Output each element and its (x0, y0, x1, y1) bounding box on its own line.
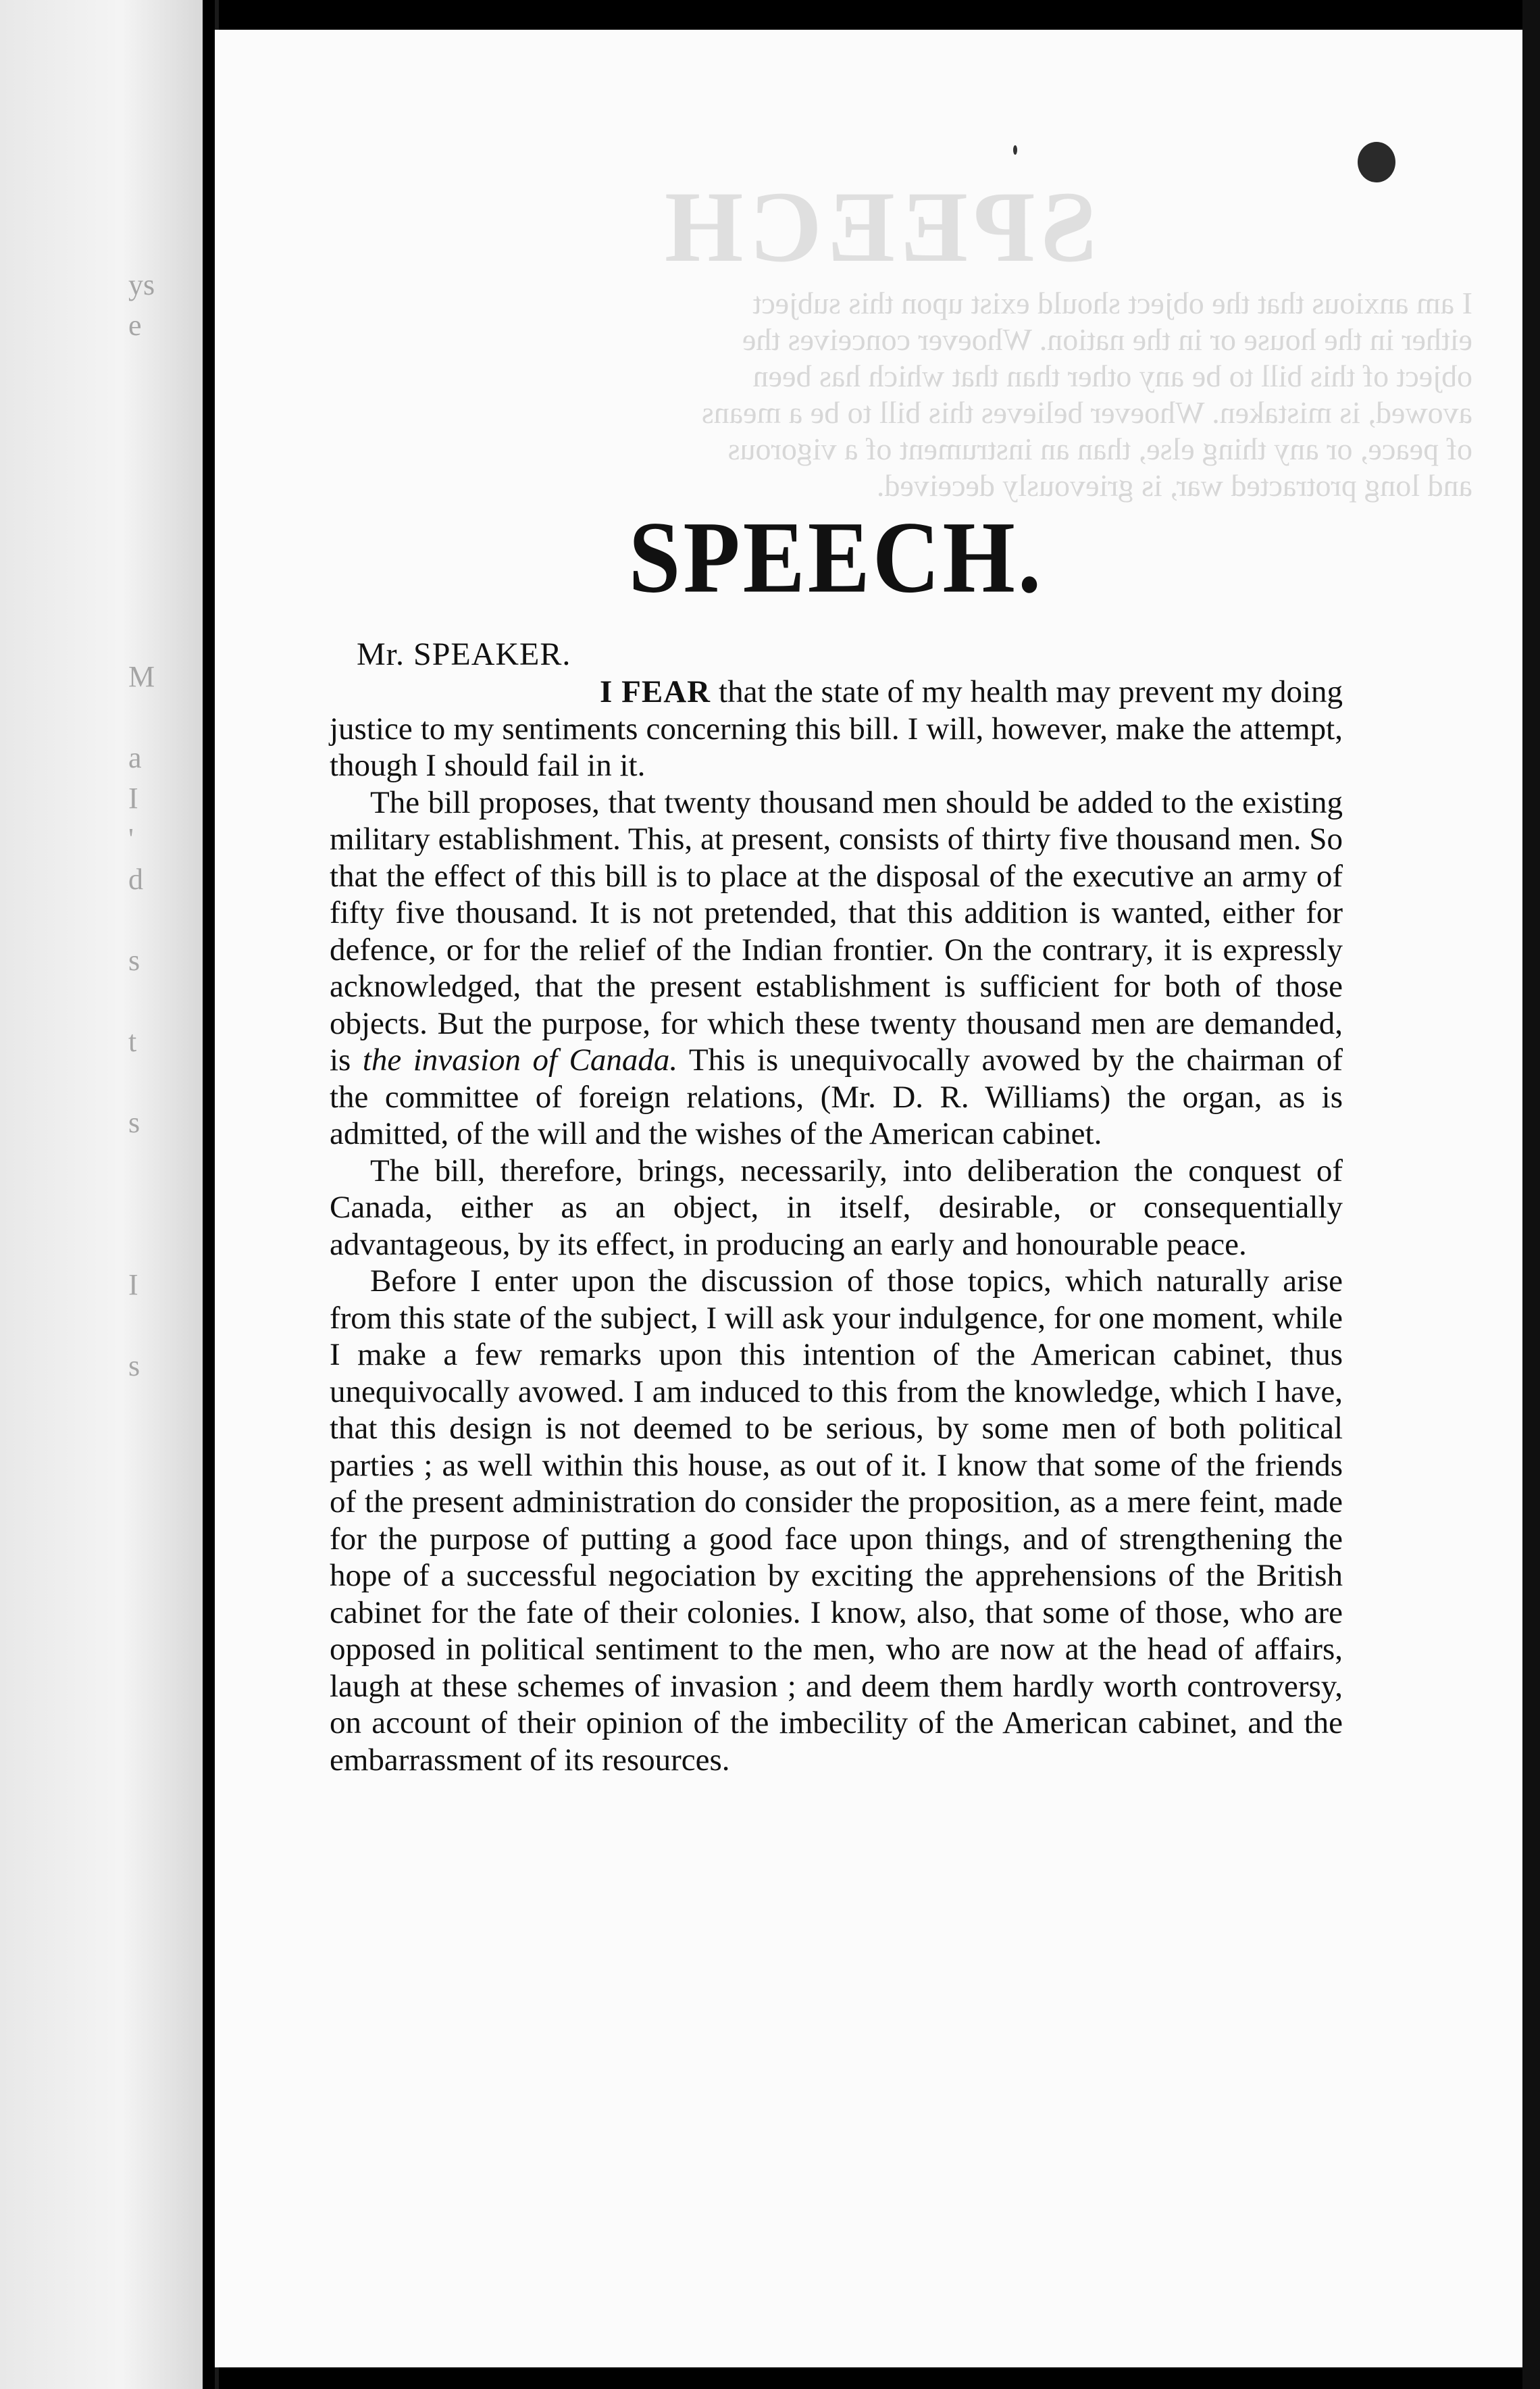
paragraph (330, 784, 1343, 1153)
paragraph-text: The bill proposes, that twenty thousand men should be added to the existing military establishment. This, at present, consists of thirty five thousand men. So that the effect of this bill is to place at the disposal of the executive an army of fifty five thousand. It is not pretended, that this addition is wanted, either for defence, or for the relief of the Indian frontier. On the contrary, it is expressly acknowledged, that the present establishment is sufficient for both of those objects. But the purpose, for which these twenty thousand men are demanded, is (330, 784, 1343, 1078)
page-title: SPEECH. (628, 500, 1044, 614)
paragraph (330, 674, 1343, 784)
paragraph-lead: I FEAR (600, 674, 711, 709)
salutation: Mr. SPEAKER. (357, 636, 571, 672)
emphasis-text: the invasion of Canada. (362, 1042, 678, 1078)
adjacent-page-edge: ys e M a I ' d s t s I s (0, 0, 203, 2389)
page-body (330, 500, 1343, 1778)
show-through-text: SPEECH I am anxious that the object should exist upon this subject either in the house or in the nation. Whoever conceives the object of this bill to be any other than that which has been avowed, is mistaken. Whoever believes this bill to be a means of peace, or any thing else, than an instrument of a vigorous and long protracted war, is grievously deceived. (659, 171, 1472, 503)
paragraph-text: This is unequivocally avowed by the chairman of the committee of foreign relations, (Mr. D. R. Williams) the organ, as is admitted, of the will and the wishes of the American cabinet. (330, 1042, 1343, 1151)
ink-blot (1358, 142, 1395, 182)
paragraph-text: that the state of my health may prevent my doing justice to my sentiments concerning this bill. I will, however, make the attempt, though I should fail in it. (330, 674, 1343, 783)
ink-speck (1013, 145, 1017, 155)
page-edge-right (1522, 0, 1540, 2389)
paragraph: The bill, therefore, brings, necessarily, into deliberation the conquest of Canada, either as an object, in itself, desirable, or consequentially advantageous, by its effect, in producing an early and honourable peace. (330, 1153, 1343, 1262)
paragraph: Before I enter upon the discussion of those topics, which naturally arise from this state of the subject, I will ask your indulgence, for one moment, while I make a few remarks upon this intention of the American cabinet, thus unequivocally avowed. I am induced to this from the knowledge, which I have, that this design is not deemed to be serious, by some men of both political parties ; as well within this house, as out of it. I know that some of the friends of the present administration do consider the proposition, as a mere feint, made for the purpose of putting a good face upon things, and of strengthening the hope of a successful negociation by exciting the apprehensions of the British cabinet for the fate of their colonies. I know, also, that some of those, who are opposed in political sentiment to the men, who are now at the head of affairs, laugh at these schemes of invasion ; and deem them hardly worth controversy, on account of their opinion of the imbecility of the American cabinet, and the embarrassment of its resources. (330, 1263, 1343, 1778)
